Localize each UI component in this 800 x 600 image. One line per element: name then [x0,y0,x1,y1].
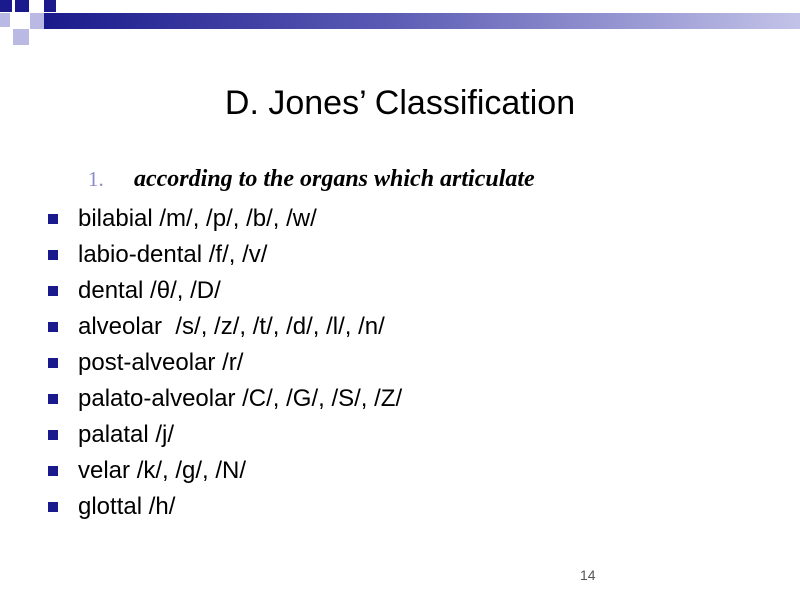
list-item [48,273,402,309]
decor-square [0,0,12,12]
list-item [48,417,402,453]
list-item-text: labio-dental /f/, /v/ [78,241,268,268]
decor-square [0,13,10,27]
square-bullet-icon [48,214,58,224]
list-item-text: dental /θ/, /D/ [78,277,221,304]
list-item-text: palato-alveolar /C/, /G/, /S/, /Z/ [78,385,403,412]
list-item [48,453,402,489]
list-item [48,381,402,417]
square-bullet-icon [48,466,58,476]
list-item [48,309,402,345]
decor-square [44,0,56,12]
square-bullet-icon [48,358,58,368]
list-item-text: post-alveolar /r/ [78,349,244,376]
list-item [48,201,402,237]
decor-square [15,0,29,12]
square-bullet-icon [48,394,58,404]
list-item [48,489,402,525]
subheading-number: 1. [88,167,104,191]
list-item-text: glottal /h/ [78,493,176,520]
list-item-text: bilabial /m/, /p/, /b/, /w/ [78,205,317,232]
page-number: 14 [580,567,596,583]
square-bullet-icon [48,430,58,440]
square-bullet-icon [48,250,58,260]
list-item [48,345,402,381]
decor-square [13,29,29,45]
list-item-text: velar /k/, /g/, /N/ [78,457,247,484]
square-bullet-icon [48,286,58,296]
header-gradient-bar [44,13,800,29]
square-bullet-icon [48,502,58,512]
square-bullet-icon [48,322,58,332]
list-item [48,237,402,273]
numbered-subheading [88,166,535,193]
slide-title: D. Jones’ Classification [224,84,576,122]
subheading-text: according to the organs which articulate [134,166,535,192]
decor-square [30,13,44,29]
list-item-text: alveolar /s/, /z/, /t/, /d/, /l/, /n/ [78,313,385,340]
bullet-list [48,201,402,525]
list-item-text: palatal /j/ [78,421,175,448]
